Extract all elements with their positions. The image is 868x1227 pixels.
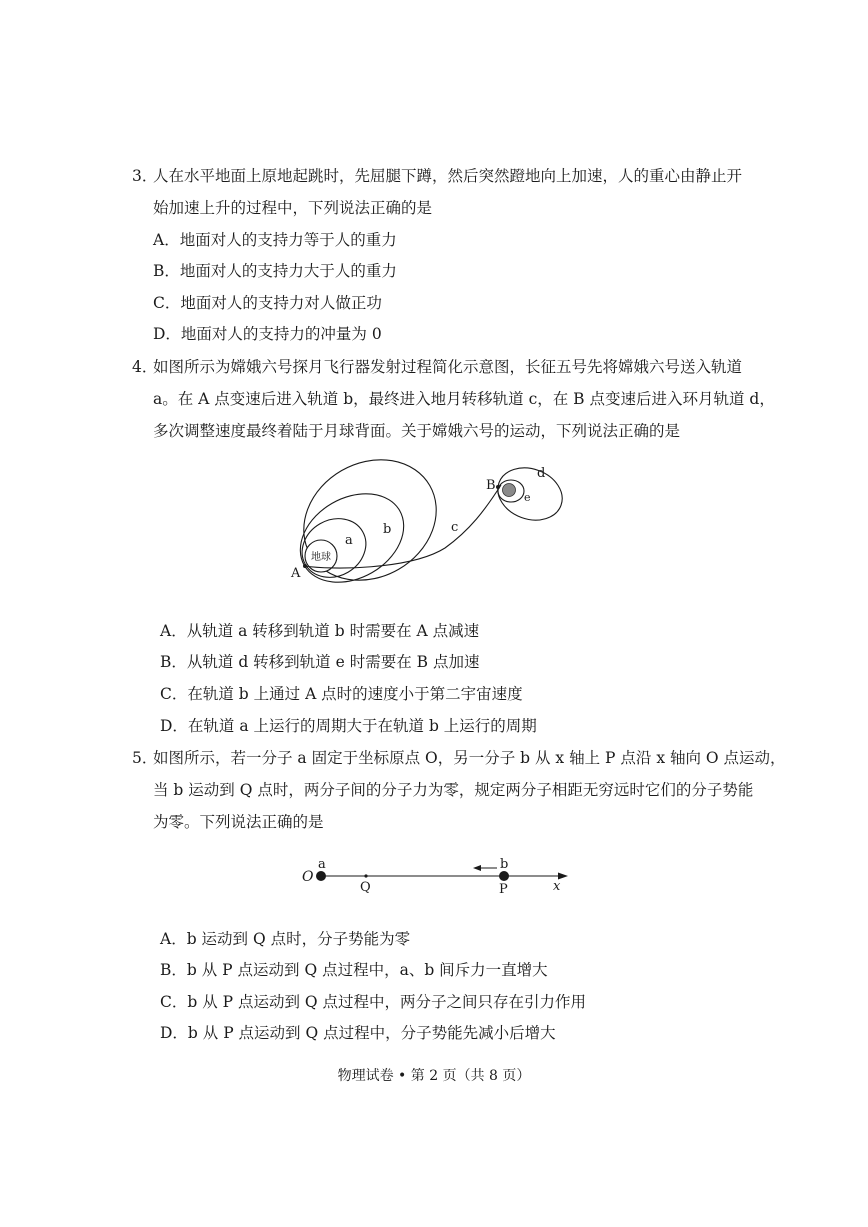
orbit-b-label: b [383,522,392,537]
point-a-label: A [291,566,301,581]
question-5-option-d: D．b 从 P 点运动到 Q 点过程中，分子势能先减小后增大 [160,1024,556,1042]
point-q-dot [364,874,367,877]
question-4-option-b: B．从轨道 d 转移到轨道 e 时需要在 B 点加速 [160,653,480,671]
molecule-b-label: b [500,857,509,872]
question-5-option-b: B．b 从 P 点运动到 Q 点过程中，a、b 间斥力一直增大 [160,961,548,979]
question-4-option-a: A．从轨道 a 转移到轨道 b 时需要在 A 点减速 [160,622,480,640]
question-5-option-c: C．b 从 P 点运动到 Q 点过程中，两分子之间只存在引力作用 [160,993,587,1011]
orbit-diagram [280,455,580,590]
question-5-stem-line-1: 如图所示，若一分子 a 固定于坐标原点 O，另一分子 b 从 x 轴上 P 点沿 x 轴向 O 点运动， [153,749,786,767]
orbit-a-label: a [345,533,353,548]
question-4-stem-line-1: 如图所示为嫦娥六号探月飞行器发射过程简化示意图，长征五号先将嫦娥六号送入轨道 [153,358,743,376]
question-5-option-a: A．b 运动到 Q 点时，分子势能为零 [160,930,411,948]
question-5-stem-line-2: 当 b 运动到 Q 点时，两分子间的分子力为零，规定两分子相距无穷远时它们的分子势能 [153,781,754,799]
orbit-e-label: e [524,491,531,504]
earth-label: 地球 [311,552,331,563]
orbit-c-label: c [451,520,459,535]
question-3-number: 3． [132,167,158,185]
page-footer: 物理试卷 • 第 2 页（共 8 页） [337,1068,531,1084]
velocity-arrowhead [473,865,481,871]
question-4-stem-line-3: 多次调整速度最终着陆于月球背面。关于嫦娥六号的运动，下列说法正确的是 [153,422,681,440]
question-3-option-d: D．地面对人的支持力的冲量为 0 [153,325,382,343]
question-4-option-d: D．在轨道 a 上运行的周期大于在轨道 b 上运行的周期 [160,717,537,735]
molecule-axis-diagram [295,850,575,895]
question-4-option-c: C．在轨道 b 上通过 A 点时的速度小于第二宇宙速度 [160,685,523,703]
question-5-stem-line-3: 为零。下列说法正确的是 [153,813,324,831]
orbit-d-label: d [537,466,546,481]
question-3-stem-line-1: 人在水平地面上原地起跳时，先屈腿下蹲，然后突然蹬地向上加速，人的重心由静止开 [153,167,743,185]
question-3-option-b: B．地面对人的支持力大于人的重力 [153,262,397,280]
question-4-number: 4． [132,358,158,376]
orbit-b-line [282,455,459,590]
question-4-stem-line-2: a。在 A 点变速后进入轨道 b，最终进入地月转移轨道 c，在 B 点变速后进入环月轨道 d， [153,390,775,408]
point-p-label: P [499,882,508,895]
moon-circle [503,484,516,497]
point-q-label: Q [360,880,371,895]
question-5-number: 5． [132,749,158,767]
molecule-a-dot [316,871,326,881]
question-3-stem-line-2: 始加速上升的过程中，下列说法正确的是 [153,199,433,217]
question-3-option-a: A．地面对人的支持力等于人的重力 [153,231,397,249]
origin-o-label: O [302,869,314,885]
point-a-dot [303,564,307,568]
question-3-option-c: C．地面对人的支持力对人做正功 [153,294,382,312]
point-b-dot [496,485,500,489]
molecule-a-label: a [318,857,326,872]
x-axis-label: x [553,879,561,894]
point-b-label: B [486,478,496,493]
molecule-b-dot [499,871,509,881]
